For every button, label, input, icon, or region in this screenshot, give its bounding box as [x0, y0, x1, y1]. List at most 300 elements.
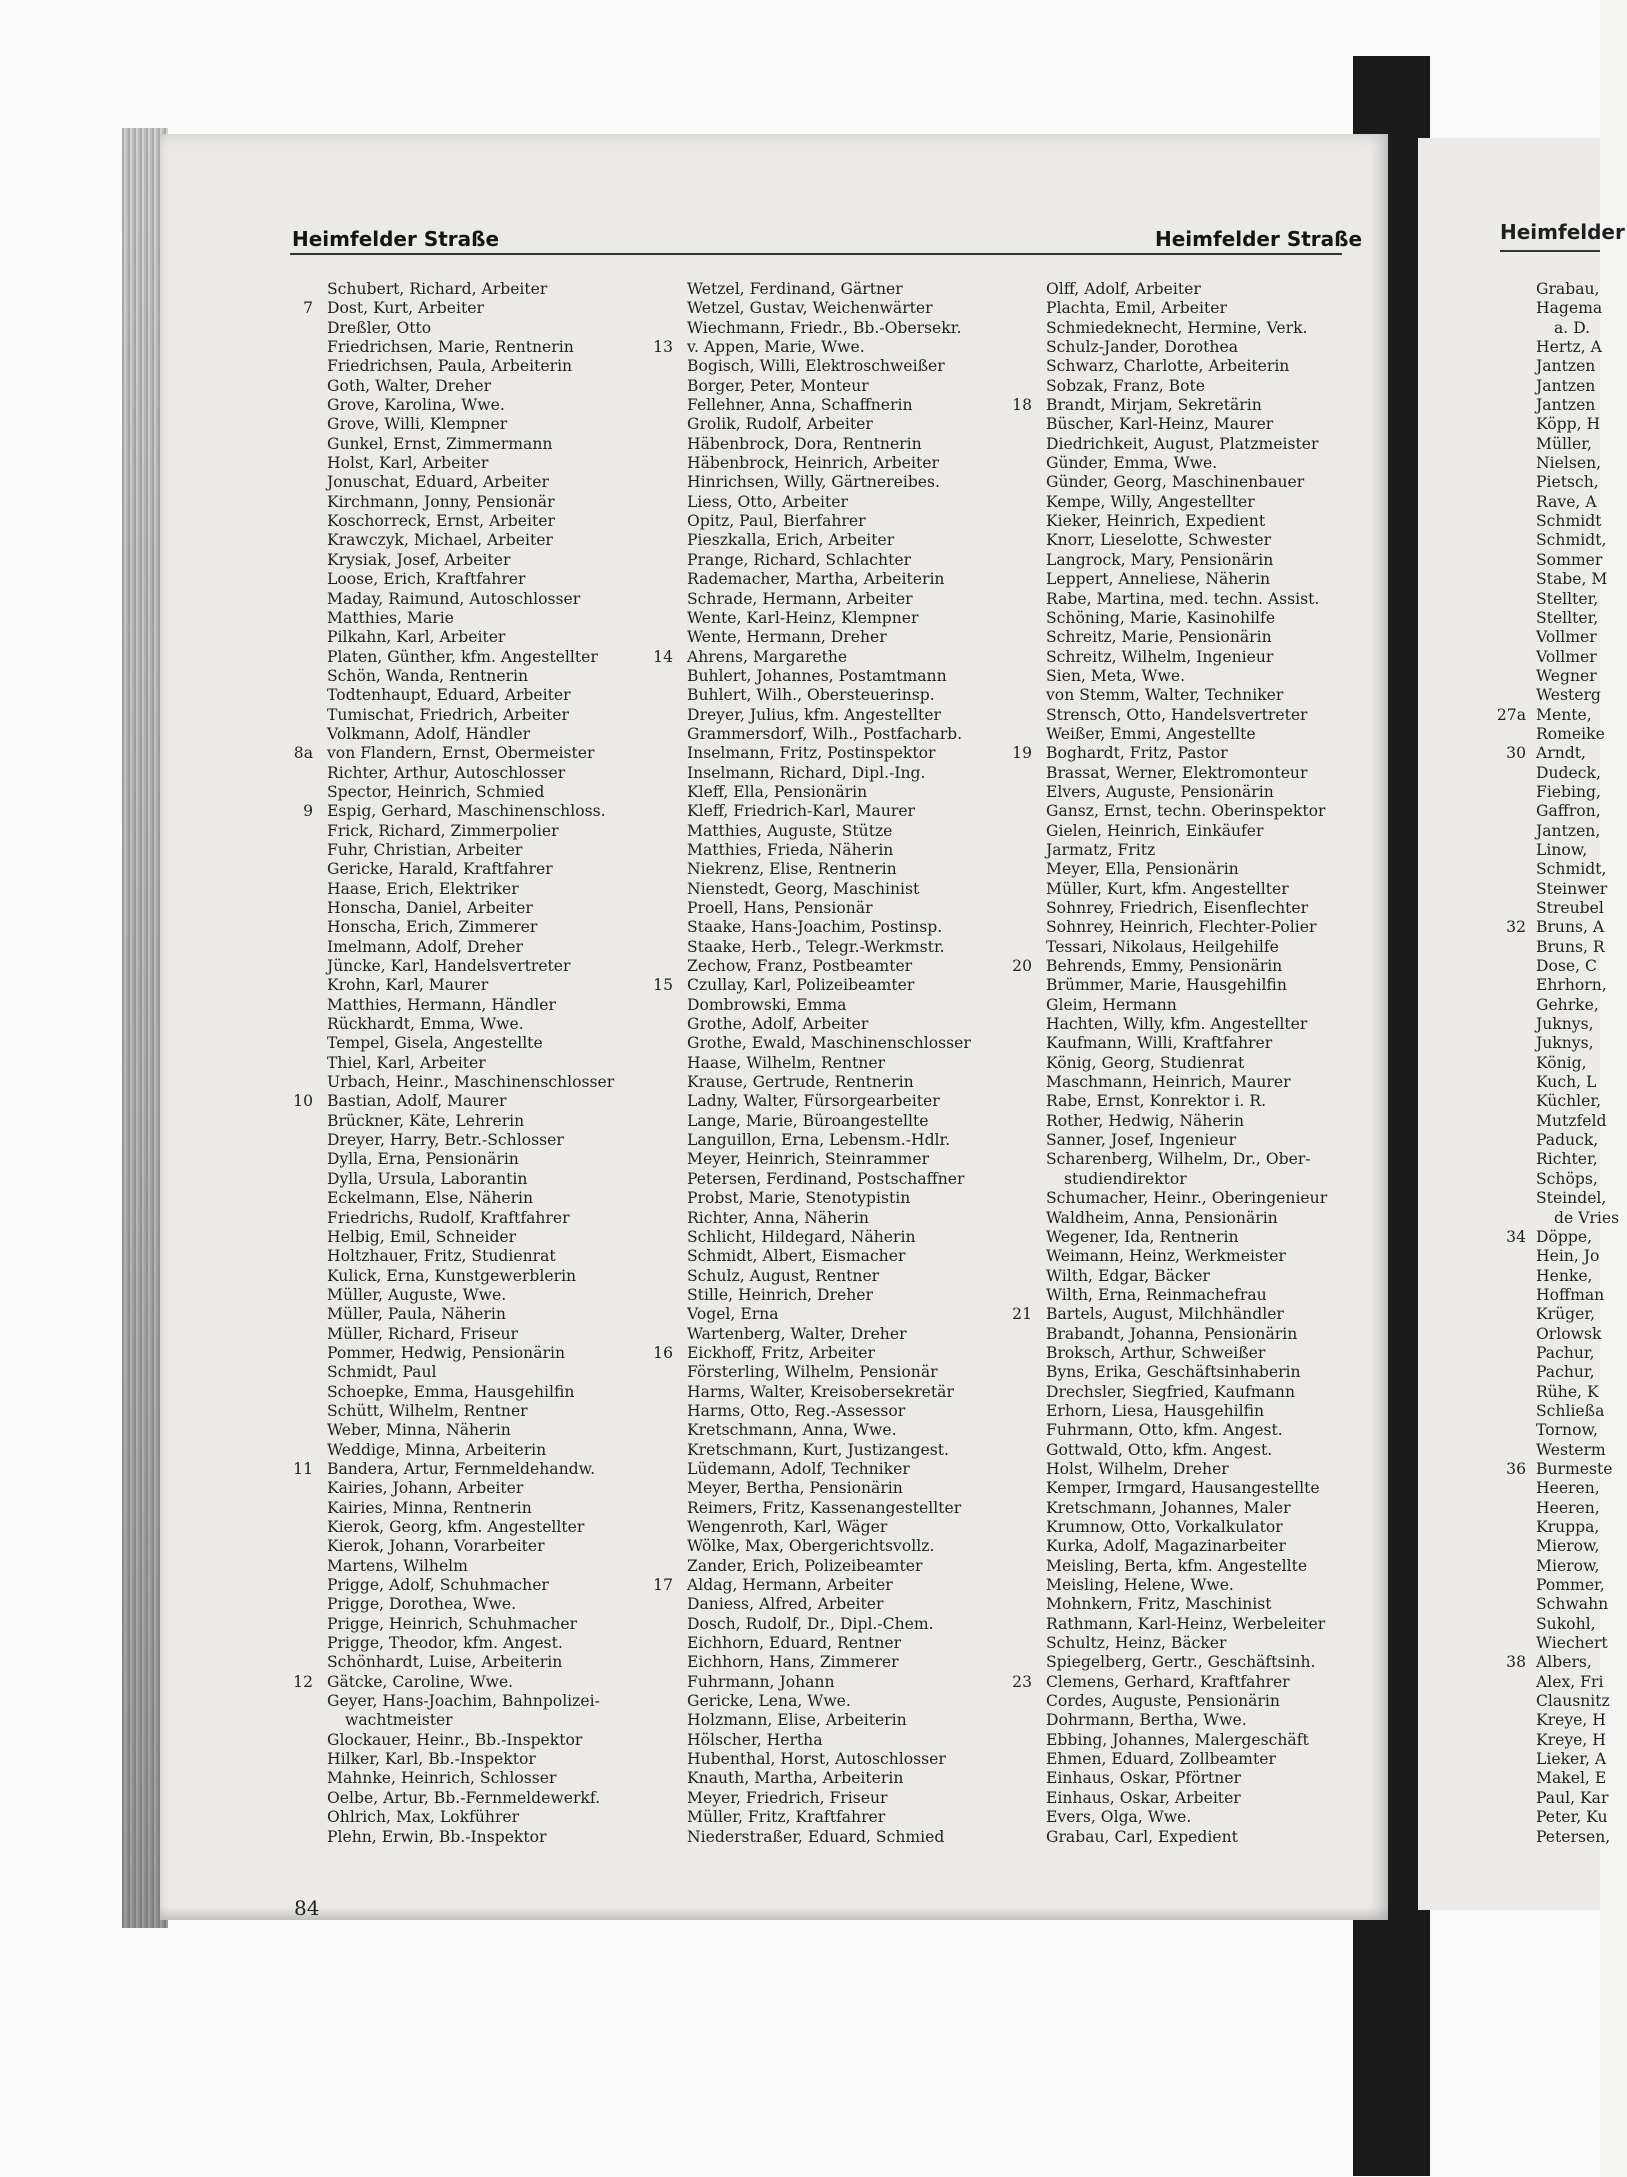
resident-entry-text: Maschmann, Heinrich, Maurer	[1046, 1073, 1291, 1092]
resident-entry-text: Pommer, Hedwig, Pensionärin	[327, 1343, 566, 1362]
directory-entry	[1496, 705, 1627, 725]
directory-entry	[327, 1209, 627, 1228]
directory-column-1	[293, 280, 627, 1847]
resident-entry-text: Byns, Erika, Geschäftsinhaberin	[1046, 1363, 1301, 1382]
directory-entry	[327, 1170, 627, 1189]
resident-entry-text: Paul, Kar	[1536, 1788, 1609, 1807]
resident-entry-text: Fiebing,	[1536, 782, 1601, 801]
directory-entry	[1046, 1828, 1346, 1847]
directory-entry	[1536, 1267, 1627, 1286]
resident-entry-text: Wengenroth, Karl, Wäger	[687, 1518, 888, 1536]
resident-entry-text: Prigge, Dorothea, Wwe.	[327, 1595, 517, 1614]
resident-entry-text: Prigge, Heinrich, Schuhmacher	[327, 1614, 578, 1633]
resident-entry-text: Hinrichsen, Willy, Gärtnereibes.	[687, 473, 940, 492]
directory-entry	[327, 280, 627, 299]
directory-entry	[653, 338, 1007, 357]
directory-entry	[1046, 648, 1346, 667]
header-rule	[290, 253, 1342, 255]
directory-entry	[1536, 1189, 1627, 1208]
resident-entry-text: Borger, Peter, Monteur	[687, 376, 869, 395]
resident-entry-text: Müller,	[1536, 434, 1592, 453]
directory-entry	[1012, 957, 1346, 976]
resident-entry-text: Ehrhorn,	[1536, 976, 1607, 995]
resident-entry-text: Peter, Ku	[1536, 1808, 1608, 1827]
directory-entry	[327, 1325, 627, 1344]
directory-entry	[687, 1228, 1007, 1247]
directory-entry	[1046, 1209, 1346, 1228]
resident-entry-text: studiendirektor	[1064, 1169, 1187, 1188]
resident-entry-text: Grothe, Adolf, Arbeiter	[687, 1015, 869, 1034]
directory-entry	[1046, 280, 1346, 299]
resident-entry-text: Kreye, H	[1536, 1730, 1606, 1749]
directory-entry	[687, 512, 1007, 531]
resident-entry-text: Rademacher, Martha, Arbeiterin	[687, 570, 945, 589]
directory-entry	[327, 1479, 627, 1498]
directory-entry	[687, 744, 1007, 763]
resident-entry-text: Krüger,	[1536, 1305, 1596, 1324]
resident-entry-text: Grabau,	[1536, 280, 1600, 298]
directory-entry	[687, 590, 1007, 609]
directory-entry	[687, 1092, 1007, 1111]
resident-entry-text: Schultz, Heinz, Bäcker	[1046, 1634, 1227, 1653]
directory-entry	[1536, 280, 1627, 299]
resident-entry-text: Krysiak, Josef, Arbeiter	[327, 550, 511, 569]
directory-entry	[327, 1305, 627, 1324]
directory-entry	[687, 725, 1007, 744]
directory-entry	[1046, 860, 1346, 879]
resident-entry-text: Wartenberg, Walter, Dreher	[687, 1324, 907, 1343]
directory-entry	[327, 1383, 627, 1402]
directory-entry	[687, 280, 1007, 299]
resident-entry-text: Wilth, Edgar, Bäcker	[1046, 1266, 1210, 1285]
resident-entry-text: Thiel, Karl, Arbeiter	[327, 1053, 486, 1072]
resident-entry-text: Opitz, Paul, Bierfahrer	[687, 512, 866, 531]
directory-entry	[687, 1750, 1007, 1769]
directory-entry	[687, 938, 1007, 957]
directory-entry	[327, 996, 627, 1015]
directory-entry	[1536, 996, 1627, 1015]
resident-entry-text: Goth, Walter, Dreher	[327, 376, 492, 395]
directory-entry	[653, 1343, 1007, 1363]
resident-entry-text: Sohnrey, Heinrich, Flechter-Polier	[1046, 918, 1317, 937]
resident-entry-text: von Stemm, Walter, Techniker	[1046, 686, 1284, 705]
house-number: 10	[293, 1092, 313, 1111]
resident-entry-text: Clemens, Gerhard, Kraftfahrer	[1046, 1672, 1290, 1691]
directory-entry	[1536, 1673, 1627, 1692]
resident-entry-text: Staake, Herb., Telegr.-Werkmstr.	[687, 937, 945, 956]
directory-entry	[1536, 822, 1627, 841]
resident-entry-text: Holst, Wilhelm, Dreher	[1046, 1459, 1229, 1478]
directory-entry	[687, 1247, 1007, 1266]
resident-entry-text: Brabandt, Johanna, Pensionärin	[1046, 1324, 1298, 1343]
directory-entry	[687, 377, 1007, 396]
directory-entry	[327, 1034, 627, 1053]
directory-entry	[1046, 551, 1346, 570]
resident-entry-text: Pietsch,	[1536, 473, 1599, 492]
resident-entry-text: Wilth, Erna, Reinmachefrau	[1046, 1285, 1267, 1304]
directory-entry	[1046, 822, 1346, 841]
resident-entry-text: Kierok, Johann, Vorarbeiter	[327, 1537, 545, 1556]
resident-entry-text: Heeren,	[1536, 1498, 1600, 1517]
next-page-clip	[1418, 0, 1625, 2177]
resident-entry-text: Ehmen, Eduard, Zollbeamter	[1046, 1750, 1276, 1769]
resident-entry-text: Buhlert, Johannes, Postamtmann	[687, 666, 947, 685]
resident-entry-text: Meyer, Heinrich, Steinrammer	[687, 1150, 930, 1169]
directory-entry	[1046, 1537, 1346, 1556]
resident-entry-text: Schöps,	[1536, 1169, 1598, 1188]
resident-entry-text: Eichhorn, Hans, Zimmerer	[687, 1653, 899, 1672]
directory-entry	[327, 454, 627, 473]
directory-entry	[1046, 570, 1346, 589]
resident-entry-text: Tempel, Gisela, Angestellte	[327, 1034, 543, 1053]
resident-entry-text: Waldheim, Anna, Pensionärin	[1046, 1208, 1278, 1227]
directory-entry	[327, 338, 627, 357]
resident-entry-text: Platen, Günther, kfm. Angestellter	[327, 647, 598, 666]
directory-entry	[1536, 1325, 1627, 1344]
resident-entry-text: Holtzhauer, Fritz, Studienrat	[327, 1247, 556, 1266]
resident-entry-text: Hachten, Willy, kfm. Angestellter	[1046, 1015, 1308, 1034]
resident-entry-text: Kretschmann, Johannes, Maler	[1046, 1498, 1291, 1517]
directory-entry	[1046, 319, 1346, 338]
directory-entry	[1536, 1711, 1627, 1730]
resident-entry-text: Steindel,	[1536, 1189, 1607, 1208]
directory-entry	[1536, 841, 1627, 860]
resident-entry-text: Pommer,	[1536, 1576, 1605, 1595]
resident-entry-text: Volkmann, Adolf, Händler	[327, 724, 531, 743]
resident-entry-text: König,	[1536, 1053, 1587, 1072]
resident-entry-text: Schreitz, Marie, Pensionärin	[1046, 628, 1272, 647]
resident-entry-text: Pachur,	[1536, 1343, 1595, 1362]
house-number: 21	[1012, 1305, 1032, 1324]
house-number: 16	[653, 1343, 673, 1362]
resident-entry-text: Kurka, Adolf, Magazinarbeiter	[1046, 1537, 1286, 1556]
directory-entry	[1536, 1441, 1627, 1460]
directory-entry	[1536, 1209, 1627, 1228]
directory-entry	[327, 1634, 627, 1653]
directory-entry	[327, 783, 627, 802]
directory-entry	[303, 299, 627, 318]
resident-entry-text: Schön, Wanda, Rentnerin	[327, 666, 529, 685]
directory-entry	[1046, 764, 1346, 783]
directory-entry	[1046, 1576, 1346, 1595]
resident-entry-text: Paduck,	[1536, 1131, 1599, 1150]
directory-entry	[1536, 880, 1627, 899]
resident-entry-text: Günder, Georg, Maschinenbauer	[1046, 473, 1305, 492]
directory-entry	[1046, 880, 1346, 899]
resident-entry-text: Gunkel, Ernst, Zimmermann	[327, 434, 553, 453]
resident-entry-text: Westerm	[1536, 1440, 1606, 1459]
directory-entry	[687, 1518, 1007, 1537]
resident-entry-text: Orlowsk	[1536, 1324, 1602, 1343]
directory-entry	[1536, 628, 1627, 647]
directory-entry	[1046, 590, 1346, 609]
directory-entry	[687, 1595, 1007, 1614]
resident-entry-text: Gehrke,	[1536, 995, 1599, 1014]
resident-entry-text: Lange, Marie, Büroangestellte	[687, 1111, 929, 1130]
resident-entry-text: Evers, Olga, Wwe.	[1046, 1808, 1192, 1827]
resident-entry-text: Albers,	[1536, 1653, 1592, 1672]
resident-entry-text: Ohlrich, Max, Lokführer	[327, 1808, 520, 1827]
resident-entry-text: Romeike	[1536, 724, 1605, 743]
directory-entry	[327, 609, 627, 628]
resident-entry-text: Languillon, Erna, Lebensm.-Hdlr.	[687, 1131, 951, 1150]
directory-entry	[687, 1325, 1007, 1344]
resident-entry-text: Pilkahn, Karl, Arbeiter	[327, 628, 506, 647]
resident-entry-text: Henke,	[1536, 1266, 1593, 1285]
resident-entry-text: Dylla, Erna, Pensionärin	[327, 1150, 519, 1169]
resident-entry-text: Imelmann, Adolf, Dreher	[327, 937, 523, 956]
resident-entry-text: Pieszkalla, Erich, Arbeiter	[687, 531, 895, 550]
house-number: 19	[1012, 744, 1032, 763]
resident-entry-text: Plehn, Erwin, Bb.-Inspektor	[327, 1827, 547, 1846]
resident-entry-text: de Vries	[1554, 1208, 1620, 1227]
resident-entry-text: Jüncke, Karl, Handelsvertreter	[327, 957, 571, 976]
resident-entry-text: Hein, Jo	[1536, 1247, 1600, 1266]
resident-entry-text: Wölke, Max, Obergerichtsvollz.	[687, 1537, 935, 1556]
directory-entry	[293, 1092, 627, 1111]
directory-entry	[327, 841, 627, 860]
directory-entry	[1046, 338, 1346, 357]
resident-entry-text: Wente, Karl-Heinz, Klempner	[687, 608, 919, 627]
resident-entry-text: Strensch, Otto, Handelsvertreter	[1046, 705, 1308, 724]
resident-entry-text: Dosch, Rudolf, Dr., Dipl.-Chem.	[687, 1614, 934, 1633]
directory-entry	[687, 1034, 1007, 1053]
resident-entry-text: Döppe,	[1536, 1227, 1593, 1246]
resident-entry-text: Matthies, Frieda, Näherin	[687, 840, 894, 859]
directory-entry	[327, 531, 627, 550]
resident-entry-text: Rabe, Martina, med. techn. Assist.	[1046, 589, 1320, 608]
directory-entry	[1536, 1112, 1627, 1131]
directory-entry	[1046, 1112, 1346, 1131]
header-rule-next-page	[1500, 250, 1600, 252]
resident-entry-text: Gätcke, Caroline, Wwe.	[327, 1672, 514, 1691]
directory-entry	[1536, 957, 1627, 976]
resident-entry-text: Niederstraßer, Eduard, Schmied	[687, 1827, 945, 1846]
directory-entry	[1536, 1615, 1627, 1634]
directory-entry	[687, 783, 1007, 802]
directory-entry	[687, 551, 1007, 570]
house-number: 11	[293, 1459, 313, 1478]
directory-entry	[1536, 1518, 1627, 1537]
directory-entry	[1536, 1769, 1627, 1788]
directory-entry	[1046, 1286, 1346, 1305]
resident-entry-text: Dylla, Ursula, Laborantin	[327, 1169, 528, 1188]
directory-entry	[1046, 783, 1346, 802]
resident-entry-text: Eckelmann, Else, Näherin	[327, 1189, 534, 1208]
resident-entry-text: Schulz-Jander, Dorothea	[1046, 338, 1238, 357]
directory-entry	[327, 1711, 627, 1730]
resident-entry-text: Daniess, Alfred, Arbeiter	[687, 1595, 884, 1614]
resident-entry-text: Erhorn, Liesa, Hausgehilfin	[1046, 1401, 1265, 1420]
directory-entry	[1046, 1228, 1346, 1247]
resident-entry-text: Fellehner, Anna, Schaffnerin	[687, 396, 913, 415]
resident-entry-text: Häbenbrock, Dora, Rentnerin	[687, 434, 922, 453]
directory-entry	[687, 435, 1007, 454]
directory-entry	[1046, 1150, 1346, 1169]
house-number: 30	[1506, 744, 1526, 763]
resident-entry-text: Krohn, Karl, Maurer	[327, 976, 489, 995]
resident-entry-text: Alex, Fri	[1536, 1672, 1604, 1691]
resident-entry-text: Vogel, Erna	[687, 1305, 779, 1324]
resident-entry-text: Brümmer, Marie, Hausgehilfin	[1046, 976, 1287, 995]
resident-entry-text: Gleim, Hermann	[1046, 995, 1177, 1014]
directory-entry	[687, 1711, 1007, 1730]
directory-entry	[1536, 1305, 1627, 1324]
directory-entry	[1046, 1363, 1346, 1382]
resident-entry-text: Hoffman	[1536, 1285, 1605, 1304]
directory-entry	[687, 1421, 1007, 1440]
resident-entry-text: Gansz, Ernst, techn. Oberinspektor	[1046, 802, 1326, 821]
directory-entry	[1046, 1092, 1346, 1111]
directory-entry	[327, 1769, 627, 1788]
directory-entry	[687, 1808, 1007, 1827]
directory-entry	[1536, 783, 1627, 802]
directory-entry	[1536, 338, 1627, 357]
directory-entry	[327, 1731, 627, 1750]
resident-entry-text: Grove, Karolina, Wwe.	[327, 396, 505, 415]
directory-entry	[687, 1769, 1007, 1788]
resident-entry-text: Müller, Richard, Friseur	[327, 1324, 519, 1343]
resident-entry-text: Spiegelberg, Gertr., Geschäftsinh.	[1046, 1653, 1316, 1672]
resident-entry-text: Prigge, Theodor, kfm. Angest.	[327, 1634, 563, 1653]
directory-entry	[1046, 512, 1346, 531]
resident-entry-text: Holst, Karl, Arbeiter	[327, 454, 489, 473]
resident-entry-text: Stellter,	[1536, 608, 1599, 627]
directory-entry	[1046, 1634, 1346, 1653]
resident-entry-text: Petersen,	[1536, 1827, 1611, 1846]
directory-entry	[1046, 1073, 1346, 1092]
resident-entry-text: Rückhardt, Emma, Wwe.	[327, 1015, 524, 1034]
directory-entry	[687, 1150, 1007, 1169]
header-street-left: Heimfelder Straße	[292, 227, 500, 251]
directory-entry	[687, 1673, 1007, 1692]
resident-entry-text: Rother, Hedwig, Näherin	[1046, 1111, 1245, 1130]
resident-entry-text: Fuhrmann, Otto, kfm. Angest.	[1046, 1421, 1283, 1440]
directory-entry	[1536, 1402, 1627, 1421]
directory-entry	[687, 1479, 1007, 1498]
directory-entry	[1046, 1615, 1346, 1634]
directory-entry	[1536, 435, 1627, 454]
resident-entry-text: Stellter,	[1536, 589, 1599, 608]
directory-entry	[1046, 415, 1346, 434]
resident-entry-text: Kruppa,	[1536, 1518, 1600, 1536]
directory-entry	[1046, 841, 1346, 860]
resident-entry-text: wachtmeister	[345, 1711, 453, 1730]
resident-entry-text: Matthies, Hermann, Händler	[327, 995, 556, 1014]
house-number: 15	[653, 976, 673, 995]
directory-entry	[303, 802, 627, 821]
resident-entry-text: Wiechert	[1536, 1634, 1608, 1653]
resident-entry-text: Weber, Minna, Näherin	[327, 1421, 511, 1440]
directory-entry	[1536, 1015, 1627, 1034]
resident-entry-text: Brassat, Werner, Elektromonteur	[1046, 763, 1308, 782]
directory-entry	[687, 1499, 1007, 1518]
resident-entry-text: Schönhardt, Luise, Arbeiterin	[327, 1653, 563, 1672]
directory-entry	[687, 1692, 1007, 1711]
resident-entry-text: Prange, Richard, Schlachter	[687, 550, 912, 569]
directory-entry	[327, 686, 627, 705]
directory-entry	[687, 1634, 1007, 1653]
directory-entry	[327, 1692, 627, 1711]
resident-entry-text: Meisling, Berta, kfm. Angestellte	[1046, 1556, 1308, 1575]
resident-entry-text: Krawczyk, Michael, Arbeiter	[327, 531, 553, 550]
resident-entry-text: Boghardt, Fritz, Pastor	[1046, 744, 1228, 763]
resident-entry-text: Lieker, A	[1536, 1750, 1607, 1769]
directory-entry	[1046, 1054, 1346, 1073]
directory-entry	[687, 1557, 1007, 1576]
resident-entry-text: Loose, Erich, Kraftfahrer	[327, 570, 526, 589]
resident-entry-text: Matthies, Auguste, Stütze	[687, 821, 893, 840]
resident-entry-text: Kretschmann, Anna, Wwe.	[687, 1421, 897, 1440]
directory-entry	[293, 744, 627, 763]
resident-entry-text: Eichhorn, Eduard, Rentner	[687, 1634, 902, 1653]
directory-entry	[687, 957, 1007, 976]
resident-entry-text: Jantzen	[1536, 376, 1596, 395]
directory-entry	[1536, 1383, 1627, 1402]
resident-entry-text: Häbenbrock, Heinrich, Arbeiter	[687, 454, 939, 473]
directory-entry	[687, 918, 1007, 937]
directory-entry	[1012, 1672, 1346, 1692]
resident-entry-text: Czullay, Karl, Polizeibeamter	[687, 976, 915, 995]
resident-entry-text: Friedrichsen, Marie, Rentnerin	[327, 338, 574, 357]
directory-entry	[1536, 396, 1627, 415]
resident-entry-text: Küchler,	[1536, 1092, 1602, 1111]
resident-entry-text: Jantzen,	[1536, 821, 1601, 840]
directory-entry	[687, 1209, 1007, 1228]
resident-entry-text: Friedrichs, Rudolf, Kraftfahrer	[327, 1208, 570, 1227]
directory-entry	[1506, 918, 1627, 937]
resident-entry-text: Zechow, Franz, Postbeamter	[687, 957, 913, 976]
directory-entry	[687, 1305, 1007, 1324]
resident-entry-text: Wetzel, Gustav, Weichenwärter	[687, 299, 933, 318]
directory-entry	[327, 493, 627, 512]
resident-entry-text: Schwarz, Charlotte, Arbeiterin	[1046, 357, 1290, 376]
directory-entry	[1536, 764, 1627, 783]
resident-entry-text: Köpp, H	[1536, 415, 1601, 434]
directory-entry	[1046, 1750, 1346, 1769]
directory-entry	[1536, 1421, 1627, 1440]
resident-entry-text: Kieker, Heinrich, Expedient	[1046, 512, 1266, 531]
resident-entry-text: Liess, Otto, Arbeiter	[687, 492, 848, 511]
resident-entry-text: Holzmann, Elise, Arbeiterin	[687, 1711, 907, 1730]
directory-entry	[1046, 725, 1346, 744]
directory-entry	[1046, 1421, 1346, 1440]
directory-entry	[687, 1015, 1007, 1034]
directory-entry	[1046, 473, 1346, 492]
resident-entry-text: Elvers, Auguste, Pensionärin	[1046, 782, 1274, 801]
resident-entry-text: Matthies, Marie	[327, 608, 454, 627]
directory-entry	[1046, 976, 1346, 995]
directory-entry	[687, 841, 1007, 860]
resident-entry-text: Prigge, Adolf, Schuhmacher	[327, 1576, 549, 1595]
resident-entry-text: Burmeste	[1536, 1459, 1613, 1478]
directory-entry	[1536, 1073, 1627, 1092]
resident-entry-text: Schreitz, Wilhelm, Ingenieur	[1046, 647, 1274, 666]
resident-entry-text: Mierow,	[1536, 1556, 1600, 1575]
resident-entry-text: Streubel	[1536, 899, 1604, 917]
resident-entry-text: Oelbe, Artur, Bb.-Fernmeldewerkf.	[327, 1788, 601, 1807]
resident-entry-text: Linow,	[1536, 840, 1588, 859]
directory-entry	[687, 396, 1007, 415]
resident-entry-text: Gottwald, Otto, kfm. Angest.	[1046, 1440, 1273, 1459]
house-number: 18	[1012, 396, 1032, 415]
directory-entry	[327, 1576, 627, 1595]
directory-entry	[1506, 744, 1627, 763]
resident-entry-text: Krause, Gertrude, Rentnerin	[687, 1073, 914, 1092]
directory-entry	[327, 706, 627, 725]
resident-entry-text: Sohnrey, Friedrich, Eisenflechter	[1046, 899, 1309, 917]
directory-entry	[327, 1750, 627, 1769]
